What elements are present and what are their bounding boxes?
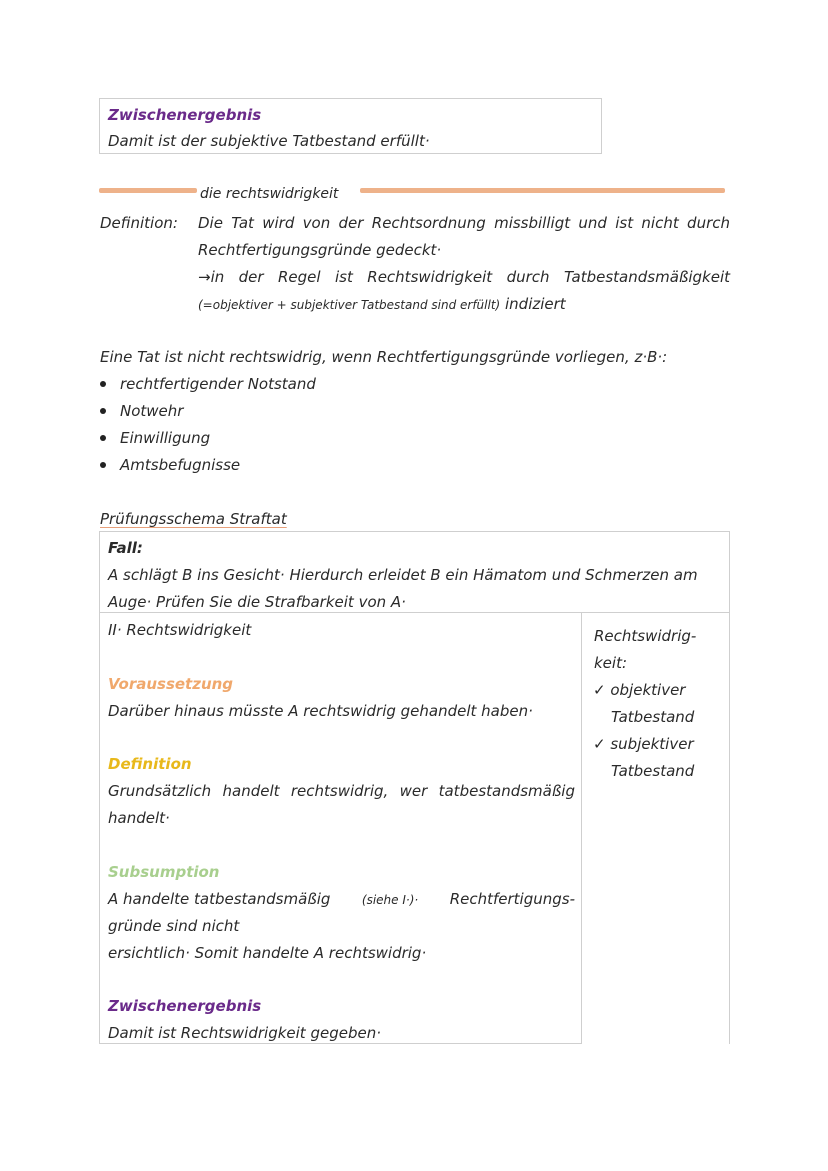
check-icon: ✓	[593, 681, 606, 699]
schema-title: Prüfungsschema Straftat	[100, 510, 287, 528]
bullet-icon	[100, 381, 106, 387]
definition-text-1: Grundsätzlich handelt rechtswidrig, wer tatbestandsmäßig	[108, 782, 575, 800]
side-item-2-cont: Tatbestand	[611, 762, 695, 780]
top-result-title: Zwischenergebnis	[108, 106, 262, 124]
heading-bar-left	[99, 188, 197, 193]
definition-text-2: handelt·	[108, 809, 170, 827]
definition-line-1: Die Tat wird von der Rechtsordnung missbilligt und ist nicht durch	[198, 214, 730, 232]
subsumption-line-1	[108, 890, 575, 908]
fall-box	[99, 531, 730, 613]
zwischen-label: Zwischenergebnis	[108, 997, 262, 1015]
definition-label: Definition:	[100, 214, 178, 232]
list-item: Einwilligung	[100, 425, 316, 452]
list-item: Notwehr	[100, 398, 316, 425]
side-item-1: ✓ objektiver	[593, 681, 686, 699]
subsumption-line-1-small: (siehe I·)·	[361, 893, 419, 907]
fall-line-1: A schlägt B ins Gesicht· Hierdurch erleidet B ein Hämatom und Schmerzen am	[108, 566, 698, 584]
definition-line-4-end: indiziert	[505, 295, 566, 313]
subsumption-line-2: gründe sind nicht	[108, 917, 240, 935]
heading-bar-right	[360, 188, 725, 193]
side-line-1: Rechtswidrig-	[594, 627, 697, 645]
list-item: Amtsbefugnisse	[100, 452, 316, 479]
subsumption-line-1a: A handelte tatbestandsmäßig	[108, 890, 331, 908]
subsumption-line-3: ersichtlich· Somit handelte A rechtswidrig·	[108, 944, 427, 962]
definition-line-2: Rechtfertigungsgründe gedeckt·	[198, 241, 442, 259]
voraussetzung-label: Voraussetzung	[108, 675, 234, 693]
schema-side-box	[581, 612, 730, 1044]
bullet-icon	[100, 408, 106, 414]
definition-heading: Definition	[108, 755, 192, 773]
side-item-2: ✓ subjektiver	[593, 735, 694, 753]
schema-main-box	[99, 612, 582, 1044]
intro-text: Eine Tat ist nicht rechtswidrig, wenn Rechtfertigungsgründe vorliegen, z·B·:	[100, 348, 668, 366]
fall-line-2: Auge· Prüfen Sie die Strafbarkeit von A·	[108, 593, 406, 611]
check-icon: ✓	[593, 735, 606, 753]
subsumption-label: Subsumption	[108, 863, 220, 881]
section-heading: die rechtswidrigkeit	[200, 186, 339, 202]
definition-line-4	[198, 295, 566, 313]
fall-label: Fall:	[108, 539, 143, 557]
bullet-icon	[100, 462, 106, 468]
zwischen-text: Damit ist Rechtswidrigkeit gegeben·	[108, 1024, 381, 1042]
subsumption-line-1b: Rechtfertigungs-	[449, 890, 575, 908]
side-line-2: keit:	[594, 654, 628, 672]
voraussetzung-text: Darüber hinaus müsste A rechtswidrig gehandelt haben·	[108, 702, 533, 720]
bullet-icon	[100, 435, 106, 441]
definition-line-4-small: (=objektiver + subjektiver Tatbestand sind erfüllt)	[198, 298, 501, 312]
top-result-text: Damit ist der subjektive Tatbestand erfüllt·	[108, 132, 430, 150]
definition-line-3: →in der Regel ist Rechtswidrigkeit durch Tatbestandsmäßigkeit	[198, 268, 730, 286]
justification-list	[100, 371, 316, 479]
list-item: rechtfertigender Notstand	[100, 371, 316, 398]
step-title: II· Rechtswidrigkeit	[108, 621, 252, 639]
side-item-1-cont: Tatbestand	[611, 708, 695, 726]
top-result-box	[99, 98, 602, 154]
